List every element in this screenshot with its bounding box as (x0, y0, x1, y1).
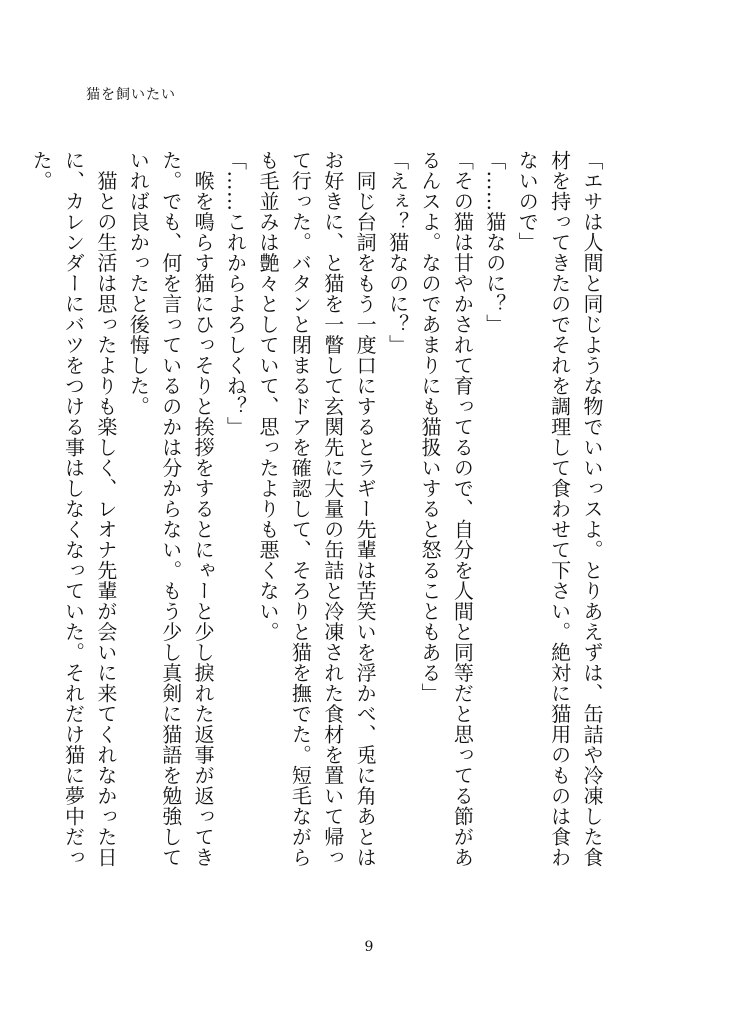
paragraph: 「……これからよろしくね？」 (223, 150, 248, 437)
running-title: 猫を飼いたい (86, 87, 176, 103)
vertical-body-text (29, 150, 608, 870)
paragraph: 「その猫は甘やかされて育ってるので、自分を人間と同等だと思ってる節があるんスよ。なのであまりにも猫扱いすると怒ることもある」 (417, 150, 475, 868)
paragraph: 同じ台詞をもう一度口にするとラギー先輩は苦笑いを浮かべ、兎に角あとはお好きに、と猫を一瞥して玄関先に大量の缶詰と冷凍された食材を置いて帰って行った。バタンと閉まるドアを確認して、そろりと猫を撫でた。短毛ながらも毛並みは艶々としていて、思ったよりも悪くない。 (255, 150, 378, 868)
paragraph: 猫との生活は思ったよりも楽しく、レオナ先輩が会いに来てくれなかった日に、カレンダーにバツをつける事はしなくなっていた。それだけ猫に夢中だった。 (29, 150, 118, 868)
paragraph: 「……猫なのに？」 (482, 150, 507, 335)
paragraph: 「えぇ？猫なのに？」 (385, 150, 410, 355)
paragraph: 喉を鳴らす猫にひっそりと挨拶をするとにゃーと少し捩れた返事が返ってきた。でも、何を言っているのかは分からない。もう少し真剣に猫語を勉強していれば良かったと後悔した。 (126, 150, 216, 868)
page-number: 9 (364, 939, 374, 955)
paragraph: 「エサは人間と同じような物でいいっスよ。とりあえずは、缶詰や冷凍した食材を持ってきたのでそれを調理して食わせて下さい。絶対に猫用のものは食わないので」 (515, 150, 604, 868)
